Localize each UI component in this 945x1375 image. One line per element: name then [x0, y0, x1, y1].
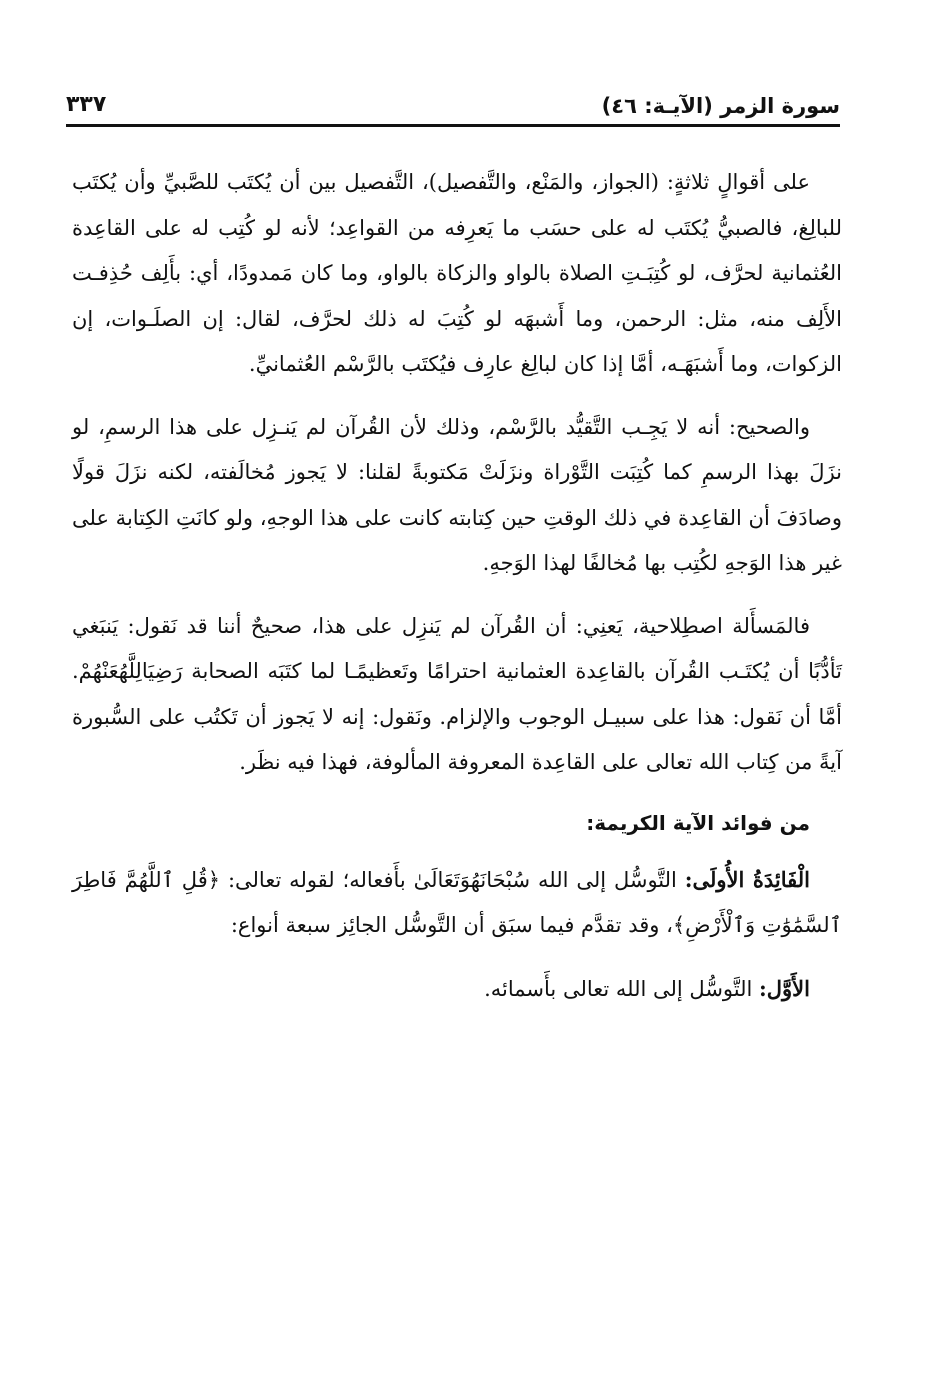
paragraph-first-type [72, 966, 842, 1013]
paragraph-first-benefit [72, 857, 842, 949]
header-divider [66, 124, 840, 127]
quran-verse: ﴿قُلِ ٱللَّهُمَّ فَاطِرَ ٱلسَّمَٰوَٰتِ وَٱلْأَرْضِ﴾ [72, 867, 842, 937]
surah-title: سورة الزمر (الآيـة: ٤٦) [601, 94, 840, 118]
paragraph-correct-view: والصحيح: أنه لا يَجِـب التَّقيُّد بالرَّسْم، وذلك لأن القُرآن لم يَنـزِل على هذا الرسمِ، لو نزَلَ بهذا الرسمِ كما كُتِبَت التَّوْراة ونزَلَتْ مَكتوبةً لقلنا: لا يَجوز مُخالَفته، لكنه نزَلَ قولًا وصادَفَ أن القاعِدة في ذلك الوقتِ حين كِتابته كانت على هذا الوجهِ، ولو كانَتِ الكِتابة على غير هذا الوَجهِ لكُتِب بها مُخالفًا لهذا الوَجهِ. [72, 414, 842, 575]
benefit-rest: ، وقد تقدَّم فيما سبَق أن التَّوسُّل الجائِز سبعة أنواع: [230, 913, 673, 937]
paragraph-opinions: على أقوالٍ ثلاثةٍ: (الجواز، والمَنْع، والتَّفصيل)، التَّفصيل بين أن يُكتَب للصَّبيِّ وأن يُكتَب للبالِغ، فالصبيُّ يُكتَب له على حسَب ما يَعرِفه من القواعِد؛ لأنه لو كُتِب له على القاعِدة العُثمانية لحرَّف، لو كُتِبَـتِ الصلاة بالواو والزكاة بالواو، وما كان مَمدودًا، أي: بأَلِف حُذِفـت الأَلِف منه، مثل: الرحمن، وما أَشبهَه لو كُتِبَ له ذلك لحرَّف، لقال: إن الصلَـوات، إن الزكوات، وما أَشبَهَـه، أمَّا إذا كان لبالِغ عارِف فيُكتَب بالرَّسْم العُثمانيِّ. [72, 170, 842, 376]
page-body [72, 160, 842, 1029]
benefit-text: التَّوسُّل إلى الله سُبْحَانَهُوَتَعَالَىٰ بأَفعاله؛ لقوله تعالى: [227, 867, 677, 892]
benefit-label: الْفَائِدَةُ الأُولَى: [684, 866, 811, 892]
paragraph-terminology: فالمَسأَلة اصطِلاحية، يَعنِي: أن القُرآن لم يَنزِل على هذا، صحيحٌ أننا قد نَقول: يَنبَغي تَأدُّبًا أن يُكتَـب القُرآن بالقاعِدة العثمانية احترامًا وتَعظيمًـا لما كتَبَه الصحابة رَضِيَالِلَّهُعَنْهُمْ. أمَّا أن نَقول: هذا على سبيـل الوجوب والإلزام. ونَقول: إنه لا يَجوز أن تَكتُب على السُّبورة آيةً من كِتاب الله تعالى على القاعِدة المعروفة المألوفة، فهذا فيه نظَر. [72, 613, 842, 774]
section-heading: من فوائد الآية الكريمة: [586, 810, 810, 835]
first-type-text: التَّوسُّل إلى الله تعالى بأَسمائه. [484, 976, 753, 1001]
page-header [66, 92, 840, 126]
first-type-label: الأَوَّل: [759, 975, 810, 1001]
page-number: ٣٣٧ [66, 92, 107, 117]
